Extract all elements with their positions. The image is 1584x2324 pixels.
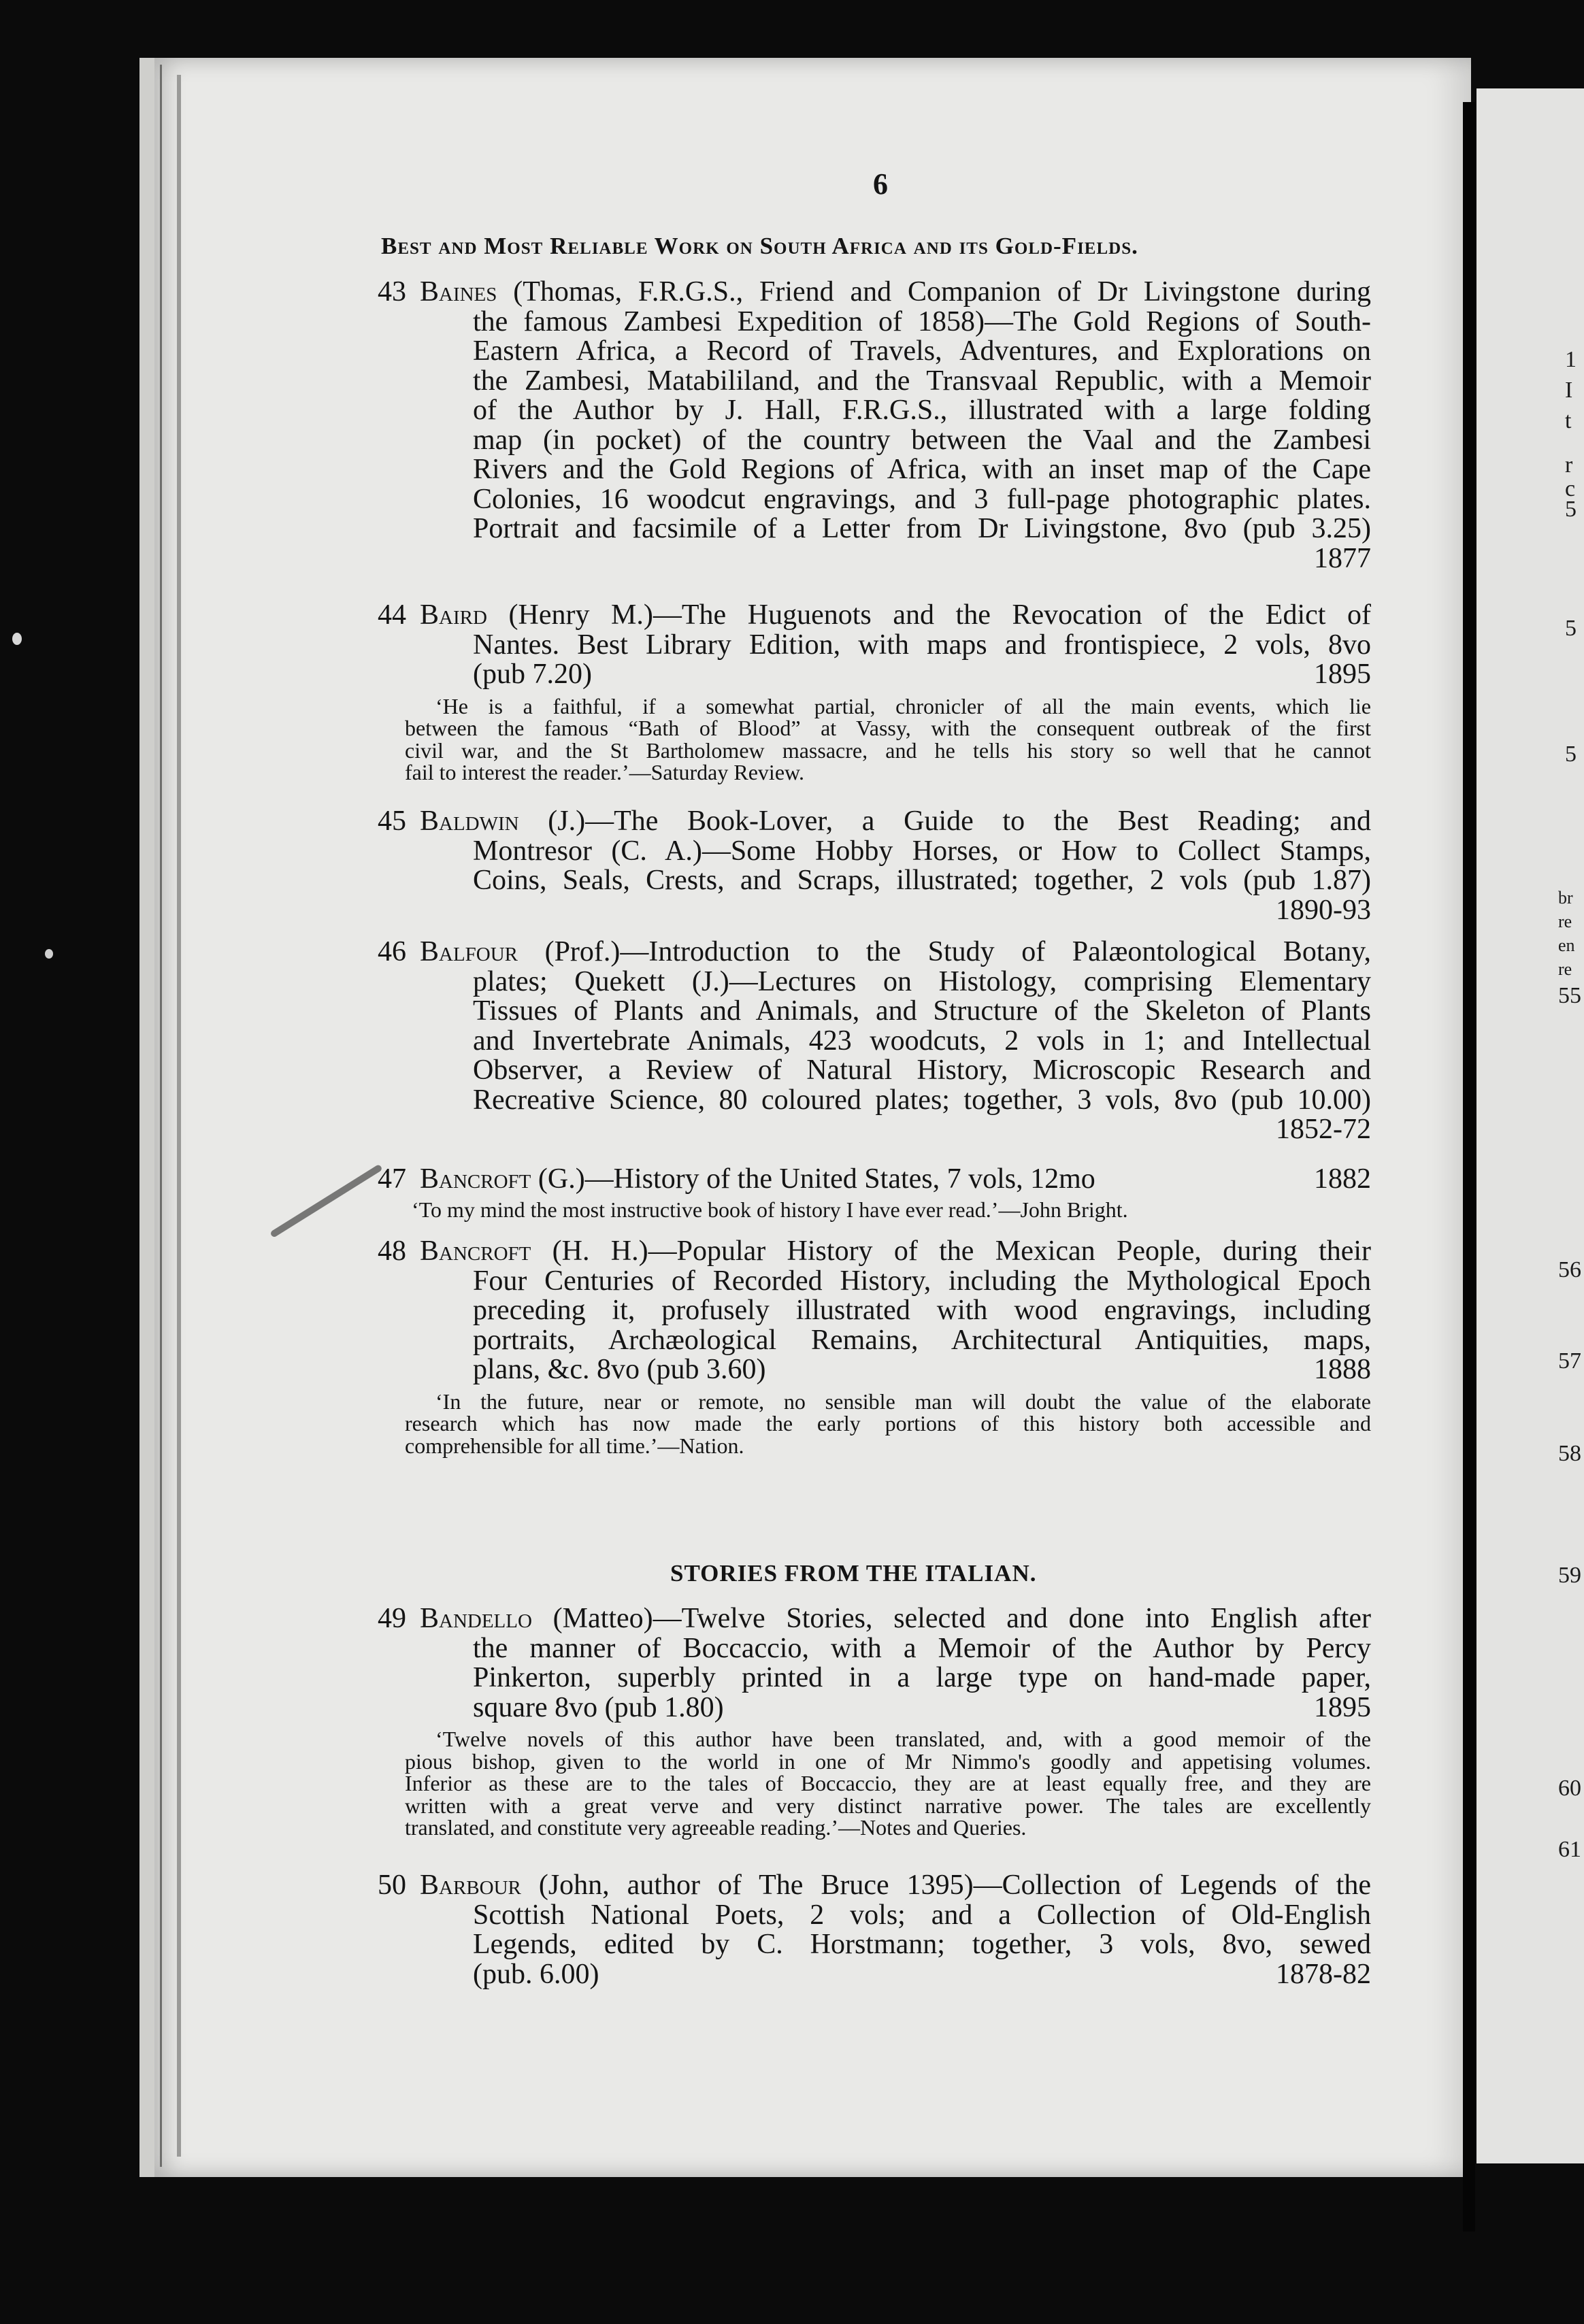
quote-line: written with a great verve and very distinct narrative power. The tales are excellently <box>405 1793 1371 1818</box>
catalog-entry-48 <box>378 1237 1371 1457</box>
entry-number: 45 <box>378 806 406 837</box>
entry-line: Eastern Africa, a Record of Travels, Adventures, and Explorations on <box>473 335 1371 367</box>
entry-line: Montresor (C. A.)—Some Hobby Horses, or How to Collect Stamps, <box>473 835 1371 867</box>
entry-line: plates; Quekett (J.)—Lectures on Histology, comprising Elementary <box>473 965 1371 997</box>
entry-date: 1895 <box>1314 1691 1371 1723</box>
entry-date: 1878-82 <box>1276 1958 1371 1990</box>
adjacent-fragment: 55 <box>1558 983 1581 1008</box>
adjacent-fragment: I <box>1565 378 1573 403</box>
quote-line: ‘In the future, near or remote, no sensible man will doubt the value of the elaborate <box>435 1389 1371 1414</box>
catalog-entry-47 <box>378 1165 1371 1221</box>
dust-speck <box>12 633 22 645</box>
catalog-entry-44 <box>378 601 1371 784</box>
entry-number: 49 <box>378 1603 406 1634</box>
entry-line: Portrait and facsimile of a Letter from Dr Livingstone, 8vo (pub 3.25) <box>473 513 1371 544</box>
adjacent-fragment: re <box>1558 959 1572 979</box>
entry-author: Baines <box>420 276 497 308</box>
adjacent-fragment: t <box>1565 408 1572 433</box>
entry-line: Pinkerton, superbly printed in a large type on hand-made paper, <box>473 1662 1371 1693</box>
entry-line: (H. H.)—Popular History of the Mexican People, during their <box>552 1235 1371 1267</box>
page-gutter <box>1463 102 1475 2231</box>
catalog-entry-46 <box>378 937 1371 1145</box>
adjacent-fragment: r <box>1565 452 1573 478</box>
entry-line: Four Centuries of Recorded History, including the Mythological Epoch <box>473 1265 1371 1297</box>
entry-number: 44 <box>378 599 406 631</box>
entry-line: (J.)—The Book-Lover, a Guide to the Best Reading; and <box>548 806 1371 837</box>
entry-date: 1890-93 <box>1276 894 1371 926</box>
adjacent-fragment: 5 <box>1565 497 1577 522</box>
adjacent-fragment: 58 <box>1558 1441 1581 1466</box>
entry-line: Observer, a Review of Natural History, Microscopic Research and <box>473 1055 1371 1086</box>
section-title: STORIES FROM THE ITALIAN. <box>670 1560 1037 1587</box>
entry-date: 1895 <box>1314 659 1371 690</box>
entry-author: Bandello <box>420 1603 532 1634</box>
entry-number: 50 <box>378 1870 406 1901</box>
adjacent-fragment: re <box>1558 912 1572 931</box>
catalog-entry-43 <box>378 278 1371 574</box>
entry-line: plans, &c. 8vo (pub 3.60) <box>473 1354 766 1385</box>
adjacent-fragment: 61 <box>1558 1837 1581 1862</box>
entry-line: Rivers and the Gold Regions of Africa, with an inset map of the Cape <box>473 454 1371 485</box>
entry-line: square 8vo (pub 1.80) <box>473 1691 724 1723</box>
page-number: 6 <box>873 167 888 201</box>
entry-date: 1877 <box>1314 542 1371 574</box>
quote-line: pious bishop, given to the world in one of Mr Nimmo's goodly and appetising volumes. <box>405 1748 1371 1774</box>
entry-number: 48 <box>378 1235 406 1267</box>
entry-author: Baldwin <box>420 806 519 837</box>
entry-author: Barbour <box>420 1870 521 1901</box>
entry-line: of the Author by J. Hall, F.R.G.S., illustrated with a large folding <box>473 395 1371 426</box>
entry-line: (pub 7.20) <box>473 659 592 690</box>
review-quote <box>378 1199 1371 1221</box>
adjacent-fragment: 1 <box>1565 347 1577 372</box>
entry-line: Colonies, 16 woodcut engravings, and 3 full-page photographic plates. <box>473 483 1371 515</box>
entry-author: Bancroft <box>420 1163 531 1195</box>
entry-line: Recreative Science, 80 coloured plates; together, 3 vols, 8vo (pub 10.00) <box>473 1084 1371 1116</box>
entry-line: the Zambesi, Matabililand, and the Transvaal Republic, with a Memoir <box>473 365 1371 397</box>
entry-date: 1852-72 <box>1276 1114 1371 1145</box>
dust-speck <box>45 949 53 959</box>
entry-line: Tissues of Plants and Animals, and Structure of the Skeleton of Plants <box>473 995 1371 1027</box>
adjacent-fragment: 5 <box>1565 742 1577 767</box>
adjacent-fragment: 56 <box>1558 1257 1581 1282</box>
entry-line: Legends, edited by C. Horstmann; together, 3 vols, 8vo, sewed <box>473 1929 1371 1960</box>
entry-line: Coins, Seals, Crests, and Scraps, illustrated; together, 2 vols (pub 1.87) <box>473 865 1371 896</box>
entry-line: the famous Zambesi Expedition of 1858)—The Gold Regions of South- <box>473 305 1371 337</box>
adjacent-fragment: c <box>1565 476 1576 501</box>
review-quote <box>378 1391 1371 1457</box>
binding-shadow <box>160 65 162 2167</box>
entry-line: portraits, Archæological Remains, Architectural Antiquities, maps, <box>473 1324 1371 1356</box>
entry-line: (Thomas, F.R.G.S., Friend and Companion of Dr Livingstone during <box>513 276 1371 308</box>
adjacent-fragment: br <box>1558 888 1573 908</box>
entry-author: Baird <box>420 599 487 631</box>
entry-line: preceding it, profusely illustrated with wood engravings, including <box>473 1295 1371 1326</box>
entry-line: Scottish National Poets, 2 vols; and a Collection of Old-English <box>473 1899 1371 1931</box>
entry-number: 46 <box>378 936 406 967</box>
entry-number: 47 <box>378 1163 406 1195</box>
quote-line: ‘Twelve novels of this author have been translated, and, with a good memoir of the <box>435 1727 1371 1751</box>
entry-line: (Prof.)—Introduction to the Study of Palæontological Botany, <box>544 936 1372 967</box>
entry-line: and Invertebrate Animals, 423 woodcuts, 2 vols in 1; and Intellectual <box>473 1025 1371 1057</box>
review-quote <box>378 695 1371 784</box>
entry-author: Balfour <box>420 936 518 967</box>
quote-line: civil war, and the St Bartholomew massacre, and he tells his story so well that he cannot <box>405 737 1371 763</box>
catalog-entry-49 <box>378 1604 1371 1839</box>
catalog-entry-45 <box>378 807 1371 925</box>
catalog-entry-50 <box>378 1871 1371 1989</box>
entry-line: map (in pocket) of the country between the Vaal and the Zambesi <box>473 424 1371 456</box>
entry-date: 1888 <box>1314 1354 1371 1385</box>
quote-line: between the famous “Bath of Blood” at Vassy, with the consequent outbreak of the first <box>405 716 1371 740</box>
quote-line: research which has now made the early portions of this history both accessible and <box>405 1411 1371 1435</box>
page-heading: Best and Most Reliable Work on South Africa and its Gold-Fields. <box>381 233 1138 259</box>
entry-number: 43 <box>378 276 406 308</box>
quote-line: Inferior as these are to the tales of Boccaccio, they are at least equally free, and they are <box>405 1771 1371 1795</box>
quote-line: translated, and constitute very agreeable reading.’—Notes and Queries. <box>405 1815 1027 1840</box>
entry-line: (pub. 6.00) <box>473 1958 599 1990</box>
entry-line: (Matteo)—Twelve Stories, selected and done into English after <box>552 1603 1372 1634</box>
entry-line: Nantes. Best Library Edition, with maps and frontispiece, 2 vols, 8vo <box>473 629 1371 661</box>
entry-line: (John, author of The Bruce 1395)—Collection of Legends of the <box>538 1870 1371 1901</box>
entry-line: (G.)—History of the United States, 7 vols, 12mo <box>538 1163 1095 1195</box>
quote-line: ‘To my mind the most instructive book of history I have ever read.’—John Bright. <box>412 1197 1128 1222</box>
adjacent-fragment: 57 <box>1558 1348 1581 1374</box>
binding-edge <box>177 75 181 2157</box>
review-quote <box>378 1728 1371 1839</box>
adjacent-fragment: 59 <box>1558 1563 1581 1588</box>
quote-line: fail to interest the reader.’—Saturday Review. <box>405 760 805 784</box>
entry-line: the manner of Boccaccio, with a Memoir of the Author by Percy <box>473 1632 1371 1664</box>
quote-line: comprehensible for all time.’—Nation. <box>405 1433 744 1458</box>
entry-author: Bancroft <box>420 1235 531 1267</box>
entry-date: 1882 <box>1314 1163 1371 1195</box>
quote-line: ‘He is a faithful, if a somewhat partial, chronicler of all the main events, which lie <box>435 693 1371 718</box>
adjacent-fragment: en <box>1558 935 1575 955</box>
adjacent-fragment: 60 <box>1558 1776 1581 1801</box>
adjacent-fragment: 5 <box>1565 616 1577 641</box>
entry-line: (Henry M.)—The Huguenots and the Revocation of the Edict of <box>508 599 1371 631</box>
